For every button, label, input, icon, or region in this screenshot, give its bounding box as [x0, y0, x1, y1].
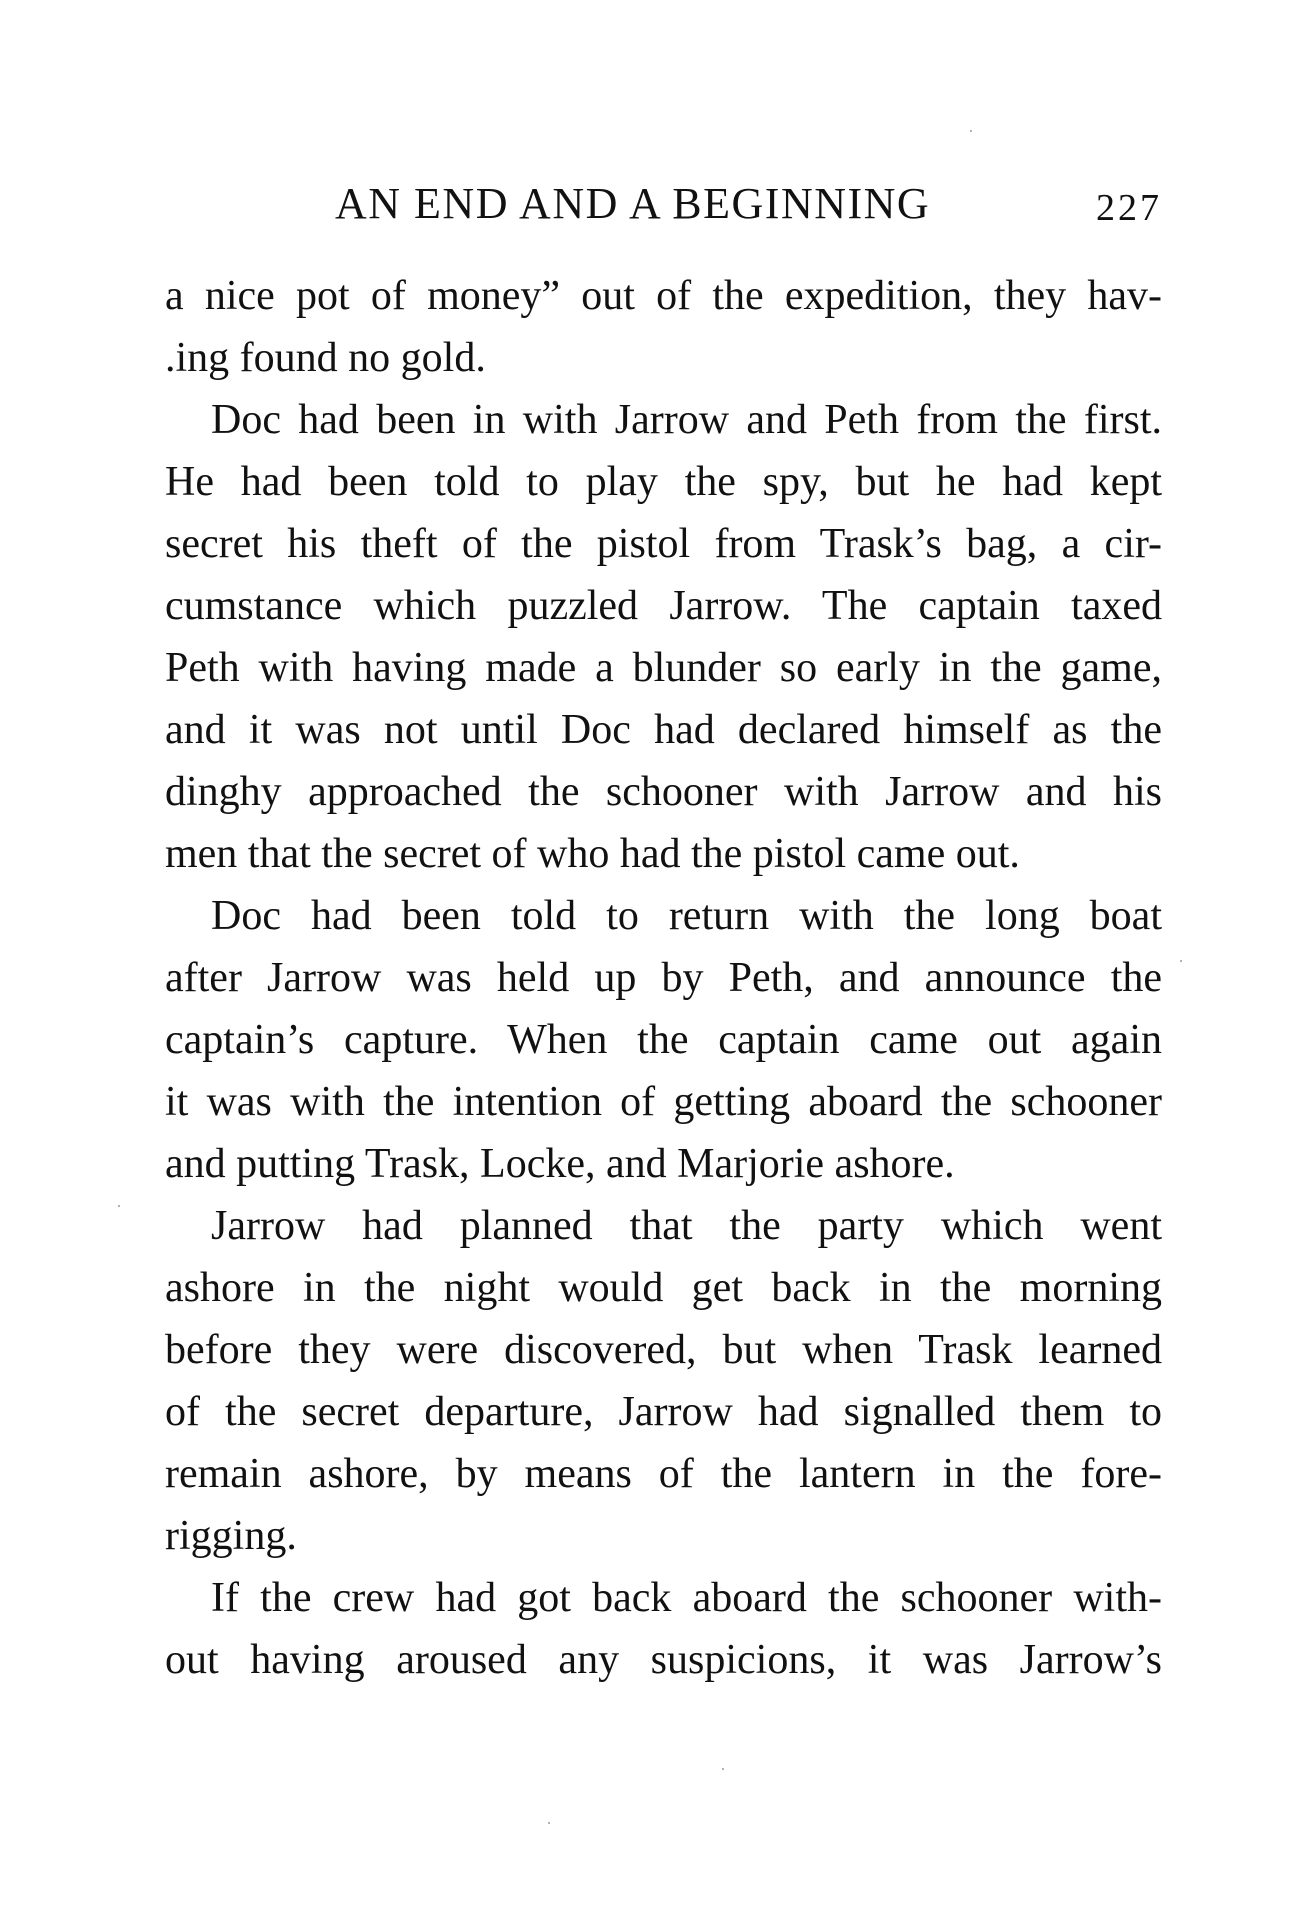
text-line: captain’s capture. When the captain came out again	[165, 1017, 1162, 1063]
scan-speck	[722, 1768, 724, 1770]
scan-speck	[118, 1205, 120, 1207]
paragraph-first-line: If the crew had got back aboard the schooner with-	[211, 1575, 1162, 1621]
running-head	[165, 178, 1162, 230]
text-line: and putting Trask, Locke, and Marjorie ashore.	[165, 1141, 955, 1187]
text-line: cumstance which puzzled Jarrow. The captain taxed	[165, 583, 1162, 629]
text-line: .ing found no gold.	[165, 335, 486, 381]
text-line: before they were discovered, but when Trask learned	[165, 1327, 1162, 1373]
paragraph-first-line: Jarrow had planned that the party which went	[211, 1203, 1162, 1249]
body-text	[165, 265, 1162, 1691]
scan-speck	[970, 130, 972, 132]
text-line: it was with the intention of getting aboard the schooner	[165, 1079, 1162, 1125]
text-line: Peth with having made a blunder so early in the game,	[165, 645, 1162, 691]
text-line: of the secret departure, Jarrow had signalled them to	[165, 1389, 1162, 1435]
text-line: a nice pot of money” out of the expedition, they hav-	[165, 273, 1162, 319]
text-line: dinghy approached the schooner with Jarrow and his	[165, 769, 1162, 815]
text-line: out having aroused any suspicions, it was Jarrow’s	[165, 1637, 1162, 1683]
text-line: He had been told to play the spy, but he had kept	[165, 459, 1162, 505]
text-line: after Jarrow was held up by Peth, and announce the	[165, 955, 1162, 1001]
scan-speck	[1180, 960, 1182, 962]
text-line: and it was not until Doc had declared himself as the	[165, 707, 1162, 753]
paragraph-first-line: Doc had been in with Jarrow and Peth from the first.	[211, 397, 1162, 443]
text-line: men that the secret of who had the pistol came out.	[165, 831, 1020, 877]
running-head-title: AN END AND A BEGINNING	[335, 179, 931, 228]
paragraph-first-line: Doc had been told to return with the long boat	[211, 893, 1162, 939]
text-line: remain ashore, by means of the lantern in the fore-	[165, 1451, 1162, 1497]
text-line: rigging.	[165, 1513, 297, 1559]
text-line: ashore in the night would get back in the morning	[165, 1265, 1162, 1311]
scan-speck	[548, 1822, 550, 1824]
page-number: 227	[1096, 187, 1162, 229]
text-line: secret his theft of the pistol from Trask’s bag, a cir-	[165, 521, 1162, 567]
